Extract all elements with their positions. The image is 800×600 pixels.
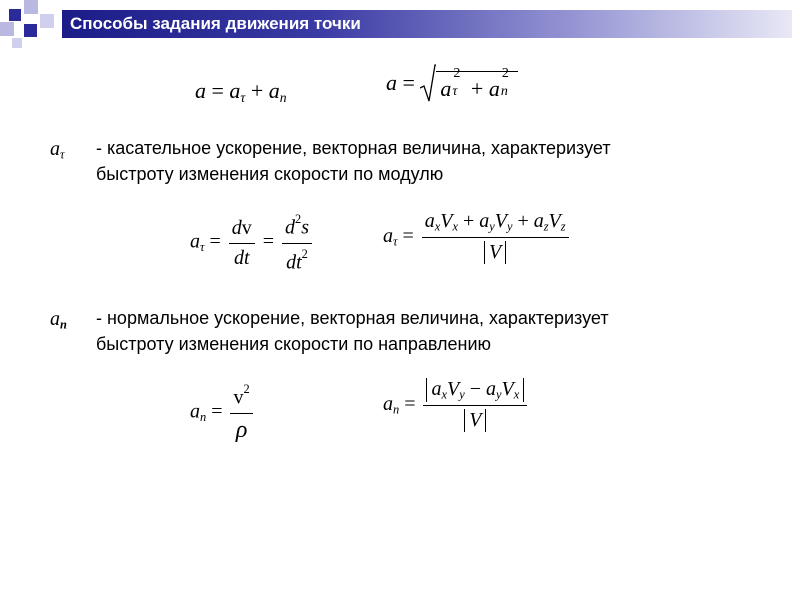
tangential-description-line-1: - касательное ускорение, векторная величина, характеризует: [96, 138, 611, 158]
formula-acceleration-magnitude: a = a τ 2 + a n 2: [386, 64, 518, 102]
formula-tangential-derivative: $a_\tau$ = $\frac{dv}{dt}$ = $\frac{d^2s}{dt^2}$: [190, 212, 315, 274]
decor-square-1: [9, 9, 21, 21]
formula-normal-radius: $a_n$ = $\frac{v^2}{\rho}$: [190, 382, 256, 444]
decor-square-3: [0, 22, 14, 36]
sqrt-sign: [420, 64, 436, 102]
tangential-description-line-2: быстроту изменения скорости по модулю: [96, 164, 444, 184]
formula-normal-components: $a_n$ = $\frac{a_xV_y - a_yV_x}{V}$: [383, 378, 530, 432]
normal-description-line-1: - нормальное ускорение, векторная величина, характеризует: [96, 308, 609, 328]
normal-description-line-2: быстроту изменения скорости по направлению: [96, 334, 491, 354]
formula-tangential-components: $a_\tau$ = $\frac{a_xV_x + a_yV_y + a_zV_z}{V}$: [383, 210, 572, 264]
symbol-a-tau: $a_\tau$: [50, 138, 65, 162]
slide-title: Способы задания движения точки: [70, 14, 361, 33]
decor-square-4: [24, 24, 37, 37]
decor-square-2: [24, 0, 38, 14]
symbol-a-n: $a_n$: [50, 308, 67, 332]
decor-square-5: [40, 14, 54, 28]
formula-total-acceleration: $a = a_\tau + a_n$: [195, 78, 287, 105]
decor-square-6: [12, 38, 22, 48]
